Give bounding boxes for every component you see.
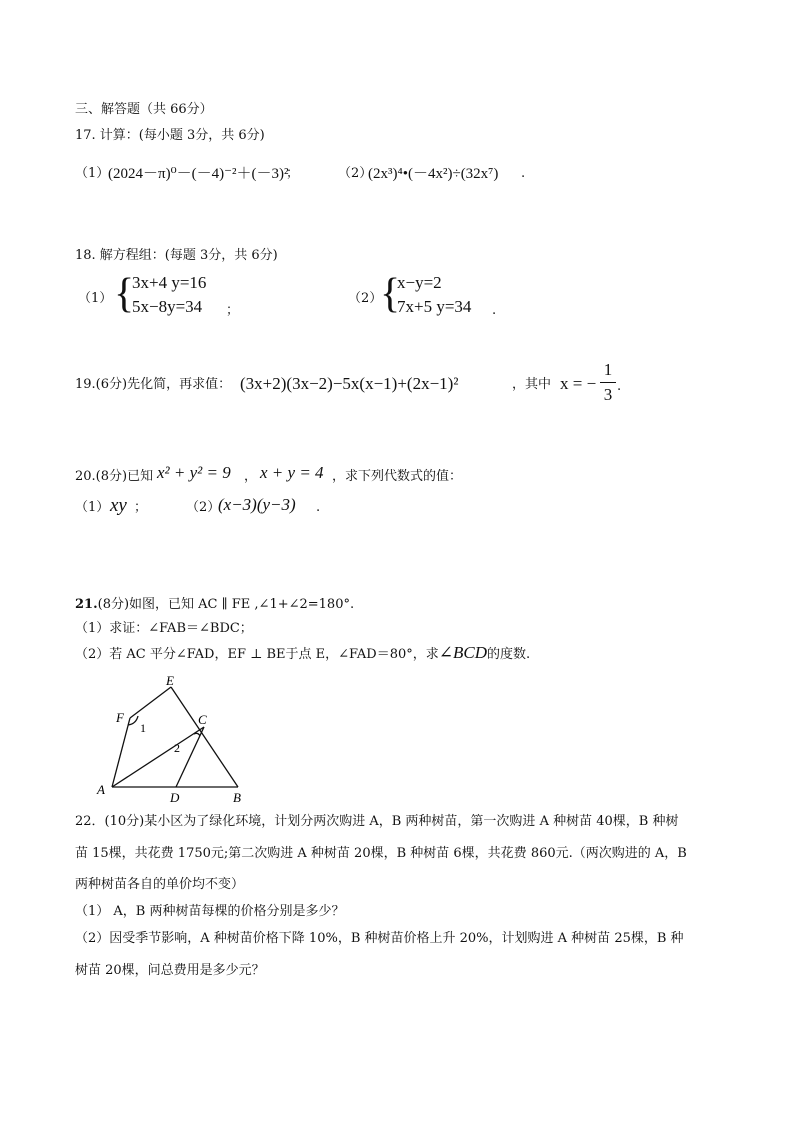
q22-part1: （1） A，B 两种树苗每棵的价格分别是多少？ (75, 904, 345, 919)
q20-separator: ， (244, 469, 258, 484)
q19-fraction-denominator: 3 (603, 385, 613, 404)
q22-line3: 两种树苗各自的单价均不变） (75, 877, 245, 892)
q18-header: 18. 解方程组：(每题 3分，共 6分) (75, 248, 278, 263)
q19-prefix: 19.(6分)先化简，再求值： (75, 377, 232, 392)
segment-fe (130, 687, 171, 718)
q17-part1-label: （1） (75, 166, 110, 181)
q21-line3 (75, 644, 530, 664)
q20-condition1: x² + y² = 9 (157, 463, 231, 482)
segment-eb (171, 687, 238, 787)
point-label-f: F (116, 710, 124, 725)
q17-part1-end: ； (286, 166, 300, 181)
q21-line2: （1）求证：∠FAB＝∠BDC； (75, 621, 253, 636)
q21-number: 21. (75, 597, 98, 612)
q22-part2-line2: 树苗 20棵，问总费用是多少元？ (75, 963, 265, 978)
q19-mid: ，其中 (512, 377, 552, 392)
q20-part2-end: . (316, 500, 321, 515)
q18-part1-label: （1） (78, 291, 113, 306)
point-label-d: D (170, 790, 180, 804)
q19-x-equals: x = − (560, 374, 597, 393)
q21-line3-a: （2）若 AC 平分∠FAD，EF ⊥ BE于点 E，∠FAD＝80°，求 (75, 647, 439, 662)
point-label-b: B (233, 790, 241, 804)
q20-prefix: 20.(8分)已知 (75, 469, 154, 484)
point-label-e: E (166, 673, 174, 688)
q20-suffix: ，求下列代数式的值： (332, 469, 463, 484)
q20-part1-expression: xy (110, 495, 127, 516)
q19-end: . (617, 379, 622, 394)
q17-part2-label: （2） (338, 166, 373, 181)
q21-geometry-figure (92, 672, 252, 804)
angle2-arc (194, 733, 200, 736)
q21-line3-b: ∠BCD (438, 643, 488, 662)
q18-part2-label: （2） (348, 291, 383, 306)
angle-label-2: 2 (174, 741, 180, 755)
q19-fraction-numerator: 1 (603, 360, 613, 379)
q20-part1-end: ； (134, 500, 148, 515)
q18-sys2-end: . (492, 303, 497, 318)
q18-sys1-eq2: 5x−8y=34 (132, 297, 203, 316)
q20-part2-label: （2） (186, 500, 221, 515)
q21-line3-c: 的度数. (487, 647, 531, 662)
section-title: 三、解答题（共 66分） (75, 102, 213, 117)
q17-part2-end: . (521, 166, 526, 181)
q18-sys1-eq1: 3x+4 y=16 (132, 273, 207, 292)
q19-fraction (600, 360, 616, 405)
q20-part1-label: （1） (75, 500, 110, 515)
q18-sys2-brace: { (380, 271, 401, 317)
q19-fraction-bar (600, 382, 616, 383)
q20-condition2: x + y = 4 (260, 463, 324, 482)
q17-part1-expression: (2024－π)⁰－(－4)⁻²＋(－3)² (108, 166, 289, 182)
q18-sys1-brace: { (114, 271, 135, 317)
q18-sys1-end: ； (226, 303, 240, 318)
q22-line1: 22．(10分)某小区为了绿化环境，计划分两次购进 A，B 两种树苗，第一次购进 A 种树苗 40棵，B 种树 (75, 814, 679, 829)
q19-expression: (3x+2)(3x−2)−5x(x−1)+(2x−1)² (240, 374, 459, 393)
q22-part2-line1: （2）因受季节影响，A 种树苗价格下降 10%，B 种树苗价格上升 20%，计划购进 A 种树苗 25棵，B 种 (75, 931, 684, 946)
q18-sys2-eq2: 7x+5 y=34 (397, 297, 472, 316)
q21-line1 (75, 596, 354, 614)
q21-line1-text: (8分)如图，已知 AC ∥ FE ,∠1+∠2=180°. (97, 597, 355, 612)
angle-label-1: 1 (140, 721, 146, 735)
q17-header: 17. 计算：(每小题 3分，共 6分) (75, 128, 265, 143)
q17-part2-expression: (2x³)⁴•(－4x²)÷(32x⁷) (368, 166, 499, 182)
q20-part2-expression: (x−3)(y−3) (218, 495, 296, 514)
q18-sys2-eq1: x−y=2 (397, 273, 442, 292)
point-label-a: A (97, 782, 105, 797)
q22-line2: 苗 15棵，共花费 1750元;第二次购进 A 种树苗 20棵，B 种树苗 6棵，共花费 860元.（两次购进的 A，B (75, 846, 687, 861)
point-label-c: C (198, 712, 207, 727)
